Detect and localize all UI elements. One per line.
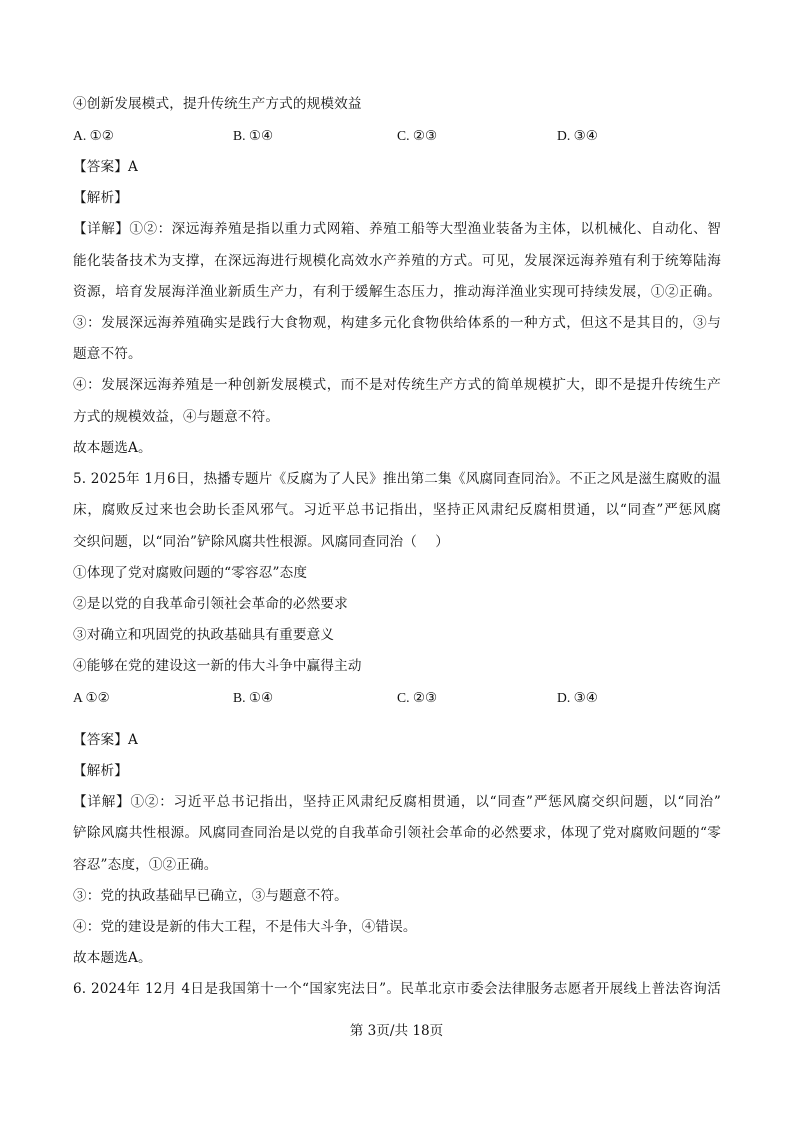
q5-option-b: B. ①④	[233, 690, 274, 705]
page-footer: 第 3页/共 18页	[349, 1023, 444, 1039]
q4-detail-line-4: ③：发展深远海养殖确实是践行大食物观，构建多元化食物供给体系的一种方式，但这不是其目的，③与	[73, 315, 721, 331]
q4-option-b: B. ①④	[233, 128, 274, 143]
q6-stem-line-1: 6. 2024年 12月 4日是我国第十一个“国家宪法日”。民革北京市委会法律服务志愿者开展线上普法咨询活	[73, 981, 721, 997]
q4-detail-line-2: 能化装备技术为支撑，在深远海进行规模化高效水产养殖的方式。可见，发展深远海养殖有利于统筹陆海	[73, 253, 721, 269]
q4-option-a: A. ①②	[73, 128, 114, 143]
q5-option-a: A ①②	[73, 690, 110, 705]
q5-analysis-heading: 【解析】	[73, 763, 128, 779]
q5-detail-line-4: ③：党的执政基础早已确立，③与题意不符。	[73, 888, 348, 904]
q4-detail-line-5: 题意不符。	[73, 346, 142, 362]
q5-option-c: C. ②③	[397, 690, 438, 705]
q5-item-1: ①体现了党对腐败问题的“零容忍”态度	[73, 565, 308, 581]
q5-detail-line-3: 容忍”态度，①②正确。	[73, 857, 218, 873]
q5-item-2: ②是以党的自我革命引领社会革命的必然要求	[73, 596, 348, 612]
q5-answer: 【答案】A	[73, 732, 138, 748]
q5-option-d: D. ③④	[557, 690, 598, 705]
q5-stem-line-3: 交织问题，以“同治”铲除风腐共性根源。风腐同查同治（ ）	[73, 534, 450, 550]
q4-analysis-heading: 【解析】	[73, 190, 128, 206]
q5-stem-line-1: 5. 2025年 1月6日，热播专题片《反腐为了人民》推出第二集《风腐同查同治》。不正之风是滋生腐败的温	[73, 471, 721, 487]
q5-item-3: ③对确立和巩固党的执政基础具有重要意义	[73, 627, 335, 643]
q5-stem-line-2: 床，腐败反过来也会助长歪风邪气。习近平总书记指出，坚持正风肃纪反腐相贯通，以“同查”严惩风腐	[73, 502, 721, 518]
q5-detail-line-2: 铲除风腐共性根源。风腐同查同治是以党的自我革命引领社会革命的必然要求，体现了党对腐败问题的“零	[73, 825, 721, 841]
q4-detail-line-7: 方式的规模效益，④与题意不符。	[73, 409, 280, 425]
q5-item-4: ④能够在党的建设这一新的伟大斗争中赢得主动	[73, 658, 362, 674]
q4-answer: 【答案】A	[73, 159, 138, 175]
q4-detail-line-1: 【详解】①②：深远海养殖是指以重力式网箱、养殖工船等大型渔业装备为主体，以机械化、自动化、智	[73, 221, 721, 237]
q4-detail-line-6: ④：发展深远海养殖是一种创新发展模式，而不是对传统生产方式的简单规模扩大，即不是提升传统生产	[73, 377, 721, 393]
q4-option-d: D. ③④	[557, 128, 598, 143]
q4-conclusion: 故本题选A。	[73, 440, 152, 456]
q4-option-c: C. ②③	[397, 128, 438, 143]
q4-item-4: ④创新发展模式，提升传统生产方式的规模效益	[73, 96, 362, 112]
q4-detail-line-3: 资源，培育发展海洋渔业新质生产力，有利于缓解生态压力，推动海洋渔业实现可持续发展，①②正确。	[73, 284, 721, 300]
q5-detail-line-1: 【详解】①②：习近平总书记指出，坚持正风肃纪反腐相贯通，以“同查”严惩风腐交织问题，以“同治”	[73, 794, 721, 810]
q5-conclusion: 故本题选A。	[73, 950, 152, 966]
q5-detail-line-5: ④：党的建设是新的伟大工程，不是伟大斗争，④错误。	[73, 919, 417, 935]
